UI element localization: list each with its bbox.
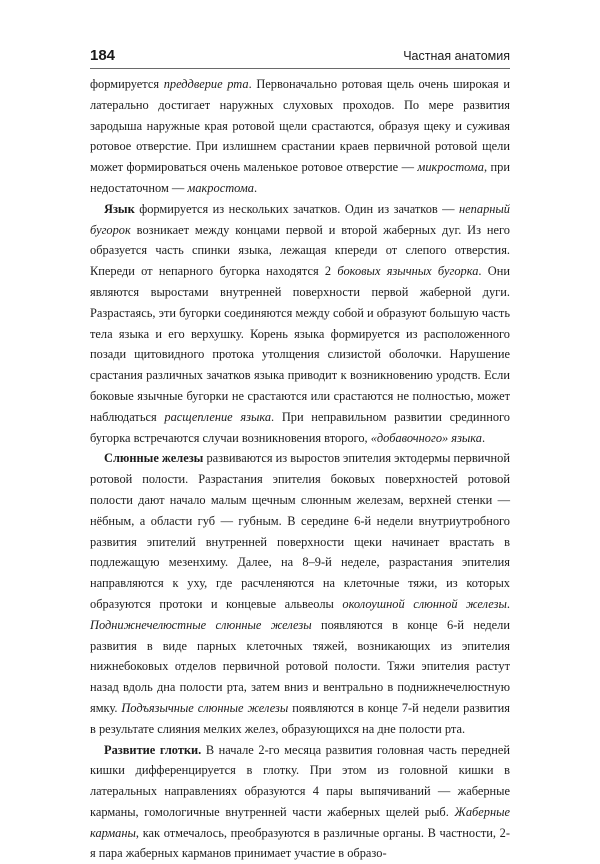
page-header [90, 47, 510, 67]
italic-term: непарный бугорок [90, 202, 510, 237]
italic-term: боковых язычных бугорка [337, 264, 478, 278]
paragraph-p4 [90, 740, 510, 864]
text-run: формируется из нескольких зачатков. Один из зачатков — [135, 202, 459, 216]
text-run: В начале 2-го месяца развития головная часть передней кишки дифференцируется в глотку. При этом из головной кишки в латеральных направлениях образуются 4 пары выпячиваний — жаберные карманы, гомологичные внутренней части жаберных щелей рыб. [90, 743, 510, 819]
text-run: развиваются из выростов эпителия эктодермы первичной ротовой полости. Разрастания эпителия боковых поверхностей ротовой полости дают начало малым щечным слюнным железам, верхней стенки — нёбным, а области губ — губным. В середине 6-й недели внутриутробного развития эпителий внутренней поверхности щеки начинает врастать в подлежащую мезенхиму. Далее, на 8–9-й неделе, разрастания эпителия направляются к уху, где расчленяются на клеточные тяжи, из которых образуются протоки и концевые альвеолы [90, 451, 510, 611]
bold-term: Развитие глотки. [104, 743, 201, 757]
header-rule [90, 68, 510, 69]
text-run: , при недостаточном — [90, 160, 510, 195]
running-head: Частная анатомия [403, 49, 510, 63]
text-run: . Первоначально ротовая щель очень широкая и латерально достигает наружных слуховых проходов. По мере развития зародыша наружные края ротовой щели срастаются, образуя щеку и суживая ротовое отверстие. При излишнем срастании краев первичной ротовой щели может формироваться очень маленькое ротовое отверстие — [90, 77, 510, 174]
text-run: , как отмечалось, преобразуются в различные органы. В частности, 2-я пара жаберных карманов принимает участие в образо- [90, 826, 510, 861]
italic-term: преддверие рта [164, 77, 249, 91]
bold-term: Язык [104, 202, 135, 216]
italic-term: околоушной слюнной железы [342, 597, 507, 611]
italic-term: «добавочного» языка [371, 431, 482, 445]
italic-term: макростома [187, 181, 254, 195]
italic-term: Жаберные карманы [90, 805, 510, 840]
italic-term: микростома [417, 160, 484, 174]
paragraph-p1 [90, 74, 510, 199]
text-run: . [482, 431, 485, 445]
text-run: появляются в конце 7-й недели развития в результате слияния мелких желез, образующихся на дне полости рта. [90, 701, 510, 736]
paragraph-p3 [90, 448, 510, 739]
text-run: . [507, 597, 510, 611]
italic-term: Подъязычные слюнные железы [121, 701, 288, 715]
italic-term: Поднижнечелюстные слюнные железы [90, 618, 312, 632]
italic-term: расщепление языка [164, 410, 271, 424]
page-number: 184 [90, 47, 115, 64]
paragraph-p2 [90, 199, 510, 449]
bold-term: Слюнные железы [104, 451, 203, 465]
text-run: формируется [90, 77, 164, 91]
text-run: . При неправильном развитии срединного бугорка встречаются случаи возникновения второго, [90, 410, 510, 445]
text-run: . [254, 181, 257, 195]
text-run: . Они являются выростами внутренней поверхности первой жаберной дуги. Разрастаясь, эти бугорки соединяются между собой и образуют большую часть тела языка и его верхушку. Корень языка формируется из расположенного позади щитовидного протока утолщения слизистой оболочки. Нарушение срастания различных зачатков языка приводит к возникновению уродств. Если боковые язычные бугорки не срастаются или срастаются не полностью, может наблюдаться [90, 264, 510, 424]
text-run: появляются в конце 6-й недели развития в виде парных клеточных тяжей, возникающих из эпителия нижнебоковых отделов первичной ротовой полости. Тяжи эпителия растут назад вдоль дна полости рта, затем вниз и вентрально в поднижнечелюстную ямку. [90, 618, 510, 715]
text-run: возникает между концами первой и второй жаберных дуг. Из него образуется часть спинки языка, лежащая кпереди от слепого отверстия. Кпереди от непарного бугорка находятся 2 [90, 223, 510, 279]
body-text [90, 74, 510, 864]
